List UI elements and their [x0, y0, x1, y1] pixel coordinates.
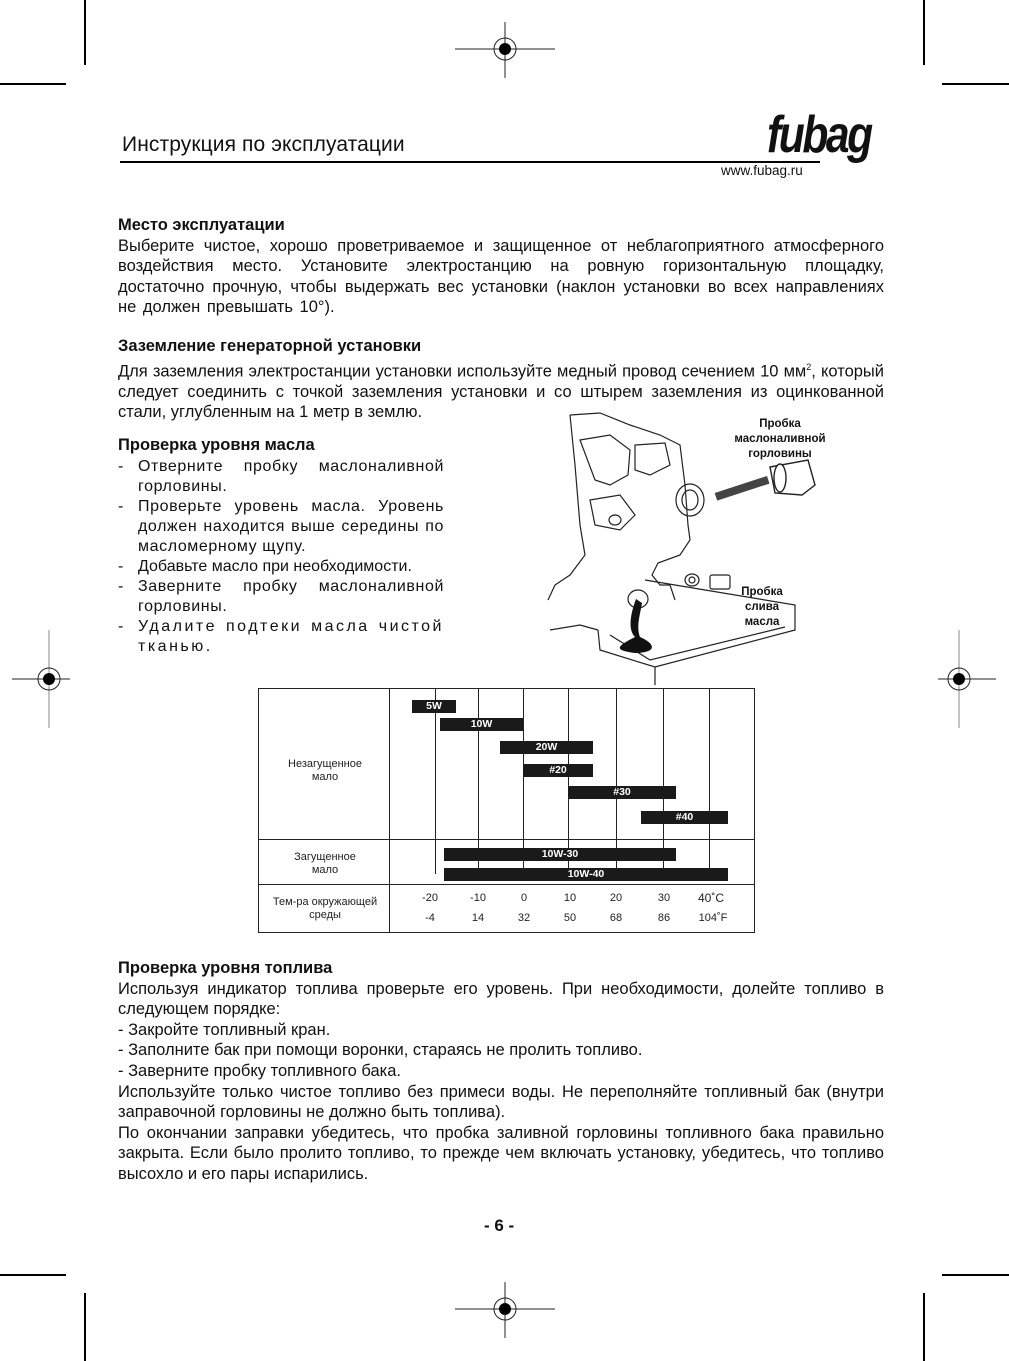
section-fuel-check — [118, 958, 884, 1185]
grid-line — [709, 689, 710, 874]
grid-line — [435, 689, 436, 874]
tick-celsius: 20 — [609, 892, 623, 904]
fuel-step: - Заверните пробку топливного бака. — [118, 1061, 401, 1080]
grid-line — [568, 689, 569, 874]
list-item: - Заверните пробку маслоналивной горловины. — [118, 577, 444, 617]
page-number: - 6 - — [484, 1216, 515, 1235]
section-location — [118, 215, 884, 318]
list-item: - Отверните пробку маслоналивной горловины. — [118, 457, 444, 497]
crop-mark — [923, 0, 925, 65]
grid-line — [389, 689, 390, 932]
tick-celsius: -20 — [422, 892, 438, 904]
tick-celsius: 30 — [657, 892, 671, 904]
tick-fahrenheit: 86 — [657, 912, 671, 924]
grid-line — [478, 689, 479, 874]
list-item: - Удалите подтеки масла чистой тканью. — [118, 617, 444, 657]
bar-sae40: #40 — [641, 811, 728, 824]
crop-mark — [84, 1293, 86, 1361]
section-heading: Заземление генераторной установки — [118, 337, 422, 355]
tick-fahrenheit: 68 — [609, 912, 623, 924]
bar-5w: 5W — [412, 700, 456, 713]
section-body: Используя индикатор топлива проверьте его уровень. При необходимости, долейте топливо в следующем порядке: — [118, 979, 884, 1019]
tick-celsius: -10 — [470, 892, 486, 904]
header-divider — [120, 161, 820, 163]
tick-fahrenheit: 50 — [563, 912, 577, 924]
bar-10w30: 10W-30 — [444, 848, 676, 861]
section-heading: Место эксплуатации — [118, 216, 285, 234]
fuel-step: - Заполните бак при помощи воронки, стараясь не пролить топливо. — [118, 1041, 643, 1060]
registration-mark-icon — [12, 630, 70, 728]
tick-fahrenheit: 14 — [471, 912, 485, 924]
row-label-thickened: Загущенное мало — [294, 851, 356, 876]
crop-mark — [923, 1293, 925, 1361]
list-item: - Добавьте масло при необходимости. — [118, 557, 444, 577]
document-title: Инструкция по эксплуатации — [122, 133, 405, 156]
section-heading: Проверка уровня топлива — [118, 959, 333, 977]
crop-mark — [942, 83, 1009, 85]
section-body: Используйте только чистое топливо без примеси воды. Не переполняйте топливный бак (внутри заправочной горловины не должно быть топлива). — [118, 1082, 884, 1122]
section-body: Выберите чистое, хорошо проветриваемое и защищенное от неблагоприятного атмосферного воздействия место. Установите электростанцию на ровную горизонтальную площадку, достаточно прочную, чтобы выдержать вес установки (наклон установки во всех направлениях не должен превышать 10°). — [118, 236, 884, 317]
list-item: - Проверьте уровень масла. Уровень должен находится выше середины по масломерному щупу. — [118, 497, 444, 557]
fubag-logo: fubag — [767, 106, 871, 164]
crop-mark — [84, 0, 86, 65]
tick-fahrenheit: 32 — [517, 912, 531, 924]
row-label-non-thickened: Незагущенное мало — [288, 758, 362, 783]
grid-line — [663, 689, 664, 874]
registration-mark-icon — [455, 22, 555, 78]
website-url: www.fubag.ru — [721, 163, 803, 178]
section-heading: Проверка уровня масла — [118, 436, 315, 454]
tick-celsius: 0 — [520, 892, 528, 904]
section-oil-check — [118, 435, 444, 657]
grid-line — [523, 689, 524, 874]
tick-fahrenheit: -4 — [425, 912, 435, 924]
registration-mark-icon — [455, 1282, 555, 1338]
fuel-step: - Закройте топливный кран. — [118, 1020, 331, 1039]
fill-plug-callout: Пробка маслоналивной горловины — [734, 418, 826, 460]
drain-plug-callout: Пробка слива масла — [741, 586, 783, 628]
registration-mark-icon — [938, 630, 996, 728]
oil-steps-list — [118, 457, 444, 657]
row-divider — [259, 839, 754, 840]
grid-line — [616, 689, 617, 874]
row-divider — [259, 884, 754, 885]
oil-viscosity-chart — [258, 688, 755, 933]
tick-celsius: 40˚C — [697, 891, 724, 905]
section-body: Для заземления электростанции установки используйте медный провод сечением 10 $мм^2$, который следует соединить с точкой заземления установки и со штырем заземления из оцинкованной стали, углубленным на 1 метр в землю. — [118, 361, 884, 422]
bar-20w: 20W — [500, 741, 593, 754]
row-label-temperature: Тем-ра окружающей среды — [272, 896, 378, 921]
crop-mark — [942, 1274, 1009, 1276]
crop-mark — [0, 1274, 66, 1276]
bar-10w40: 10W-40 — [444, 868, 728, 881]
bar-sae30: #30 — [568, 786, 676, 799]
bar-sae20: #20 — [523, 764, 593, 777]
bar-10w: 10W — [440, 718, 523, 731]
tick-celsius: 10 — [563, 892, 577, 904]
tick-fahrenheit: 104˚F — [698, 912, 728, 924]
crop-mark — [0, 83, 66, 85]
section-body: По окончании заправки убедитесь, что пробка заливной горловины топливного бака правильно закрыта. Если было пролито топливо, то прежде чем включать установку, убедитесь, что топливо высохло и его пары испарились. — [118, 1123, 884, 1183]
